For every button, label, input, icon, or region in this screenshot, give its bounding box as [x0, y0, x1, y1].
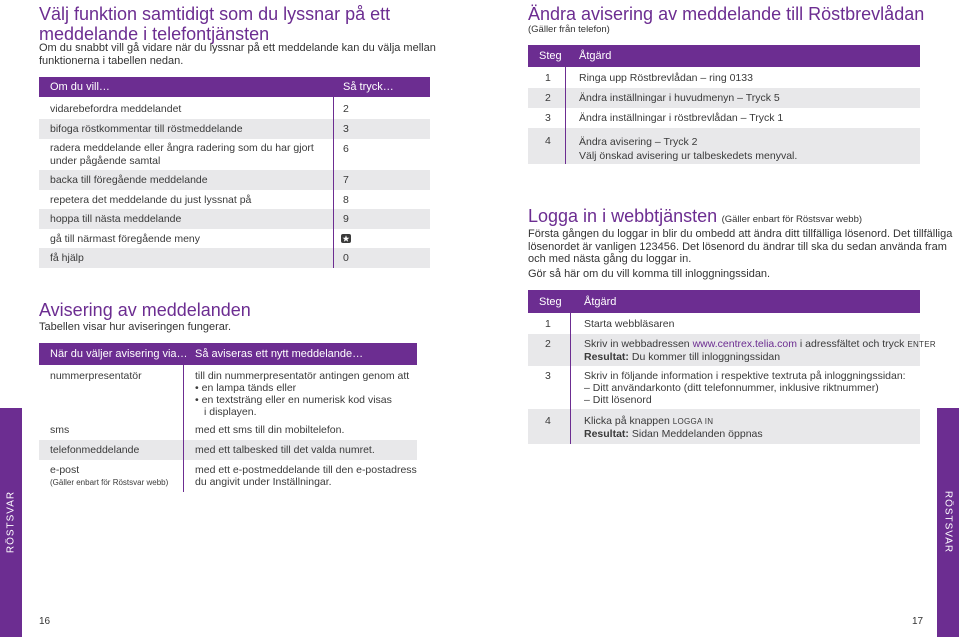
- left-heading-line1: Välj funktion samtidigt som du lyssnar på ett: [39, 4, 391, 24]
- login-button-label: LOGGA IN: [672, 417, 714, 426]
- text-segment: Skriv in webbadressen: [584, 338, 693, 350]
- row-step: 1: [545, 72, 551, 84]
- row-action: backa till föregående meddelande: [50, 174, 208, 186]
- table-row: [39, 119, 430, 139]
- row-action: Ringa upp Röstbrevlådan – ring 0133: [579, 72, 753, 84]
- table-row: [528, 314, 920, 334]
- row-result: [584, 428, 763, 441]
- table-row: [39, 460, 417, 492]
- row-action: [584, 338, 936, 364]
- change-header-right: Åtgärd: [579, 50, 612, 62]
- bullet-item: [195, 394, 409, 406]
- column-divider: [570, 313, 571, 444]
- row-desc-line1: till din nummerpresentatör antingen genom att: [195, 370, 410, 382]
- row-action: gå till närmast föregående meny: [50, 233, 200, 245]
- table-row: [39, 420, 417, 440]
- row-key: 7: [343, 174, 349, 186]
- left-intro: [39, 42, 436, 68]
- table-row: [39, 139, 430, 170]
- change-header-left: Steg: [539, 50, 562, 62]
- row-action: hoppa till nästa meddelande: [50, 213, 182, 225]
- row-action-line2: under pågående samtal: [50, 155, 161, 167]
- notification-heading: Avisering av meddelanden: [39, 300, 251, 320]
- notification-header-left: När du väljer avisering via…: [50, 348, 188, 360]
- row-method-note: (Gäller enbart för Röstsvar webb): [50, 478, 169, 487]
- bullet-text: en lampa tänds eller: [201, 382, 297, 394]
- result-label: Resultat:: [584, 351, 629, 363]
- right-heading: Ändra avisering av meddelande till Röstbrevlådan: [528, 4, 925, 24]
- row-key: 0: [343, 252, 349, 264]
- side-label-right: RÖSTSVAR: [942, 490, 954, 554]
- table-row: [528, 366, 920, 409]
- row-step: 4: [545, 135, 551, 147]
- table-row: [39, 209, 430, 229]
- login-body-line1: Första gången du loggar in blir du ombedd att ändra ditt tillfälliga lösenord. Det tillfälliga: [528, 228, 953, 240]
- column-divider: [333, 97, 334, 268]
- row-action: Ändra inställningar i röstbrevlådan – Tryck 1: [579, 112, 784, 124]
- left-intro-line1: Om du snabbt vill gå vidare när du lyssnar på ett meddelande kan du välja mellan: [39, 42, 436, 54]
- login-body-line2: lösenordet är vanligen 123456. Det lösenord du ändrar till ska du sedan använda fram: [528, 240, 947, 253]
- text-segment: i adressfältet och tryck: [797, 338, 908, 350]
- functions-table-header: [39, 77, 430, 97]
- table-row: [39, 248, 430, 268]
- row-step: 4: [545, 415, 551, 427]
- row-action-line1: [584, 338, 936, 351]
- left-intro-line2: funktionerna i tabellen nedan.: [39, 55, 184, 67]
- table-row: [39, 190, 430, 210]
- row-method: nummerpresentatör: [50, 370, 142, 382]
- text-segment: Klicka på knappen: [584, 415, 673, 427]
- row-step: 3: [545, 370, 551, 382]
- login-table-header: [528, 290, 920, 313]
- row-key: 2: [343, 103, 349, 115]
- row-description: [195, 370, 409, 418]
- right-subheading: (Gäller från telefon): [528, 24, 610, 35]
- row-result: [584, 351, 936, 364]
- page-number-left: 16: [39, 616, 51, 627]
- table-row: [528, 409, 920, 444]
- login-body-line3: och med nästa gång du loggar in.: [528, 253, 692, 265]
- row-action: Starta webbläsaren: [584, 318, 675, 330]
- row-method: sms: [50, 424, 70, 436]
- login-header-right: Åtgärd: [584, 295, 617, 308]
- row-key: 3: [343, 123, 349, 135]
- left-heading-line2: meddelande i telefontjänsten: [39, 24, 270, 44]
- enter-key-label: ENTER: [907, 340, 936, 349]
- row-action-line1: Skriv in följande information i respektive textruta på inloggningssidan:: [584, 370, 906, 382]
- row-action: bifoga röstkommentar till röstmeddelande: [50, 123, 243, 135]
- row-step: 2: [545, 92, 551, 104]
- result-text: Sidan Meddelanden öppnas: [628, 428, 763, 440]
- row-desc-line1: med ett e-postmeddelande till den e-postadress: [195, 464, 417, 476]
- row-key: 8: [343, 194, 349, 206]
- bullet-text-cont: i displayen.: [204, 406, 257, 418]
- login-body: [528, 228, 952, 280]
- bullet-icon: •: [195, 394, 199, 406]
- row-action: [579, 135, 797, 163]
- table-row: [39, 170, 430, 190]
- row-key: 9: [343, 213, 349, 225]
- row-method: [50, 464, 168, 487]
- row-action: Ändra inställningar i huvudmenyn – Tryck 5: [579, 92, 780, 104]
- row-step: 1: [545, 318, 551, 330]
- row-action: [584, 415, 763, 441]
- row-action: repetera det meddelande du just lyssnat på: [50, 194, 252, 206]
- bullet-text: en textsträng eller en numerisk kod visas: [201, 394, 392, 406]
- row-key: 6: [343, 143, 349, 155]
- row-description: [195, 464, 417, 488]
- row-action: [584, 370, 906, 406]
- login-header-left: Steg: [539, 295, 562, 308]
- page-number-right: 17: [912, 616, 924, 627]
- row-action-line1: [584, 415, 763, 428]
- row-description: med ett sms till din mobiltelefon.: [195, 424, 345, 436]
- row-action-line3: – Ditt lösenord: [584, 394, 652, 406]
- row-step: 3: [545, 112, 551, 124]
- row-method-text: e-post: [50, 464, 80, 476]
- bullet-item: [195, 382, 409, 394]
- side-label-left: RÖSTSVAR: [5, 490, 17, 554]
- star-key-icon: [341, 234, 351, 243]
- row-action-line2: Välj önskad avisering ur talbeskedets menyval.: [579, 150, 798, 162]
- table-row: [528, 108, 920, 128]
- row-action-line2: – Ditt användarkonto (ditt telefonnummer, inklusive riktnummer): [584, 382, 879, 394]
- login-heading: [528, 206, 862, 227]
- table-row: [528, 128, 920, 164]
- column-divider: [565, 67, 566, 164]
- row-description: med ett talbesked till det valda numret.: [195, 444, 375, 456]
- result-label: Resultat:: [584, 428, 629, 440]
- table-row: [528, 68, 920, 88]
- table-row: [39, 229, 430, 249]
- login-body-line4: Gör så här om du vill komma till inloggningssidan.: [528, 267, 771, 280]
- row-action-line1: radera meddelande eller ångra radering som du har gjort: [50, 142, 314, 154]
- table-row: [39, 99, 430, 119]
- row-method: telefonmeddelande: [50, 444, 140, 456]
- row-action: [50, 142, 314, 168]
- row-action-line1: Ändra avisering – Tryck 2: [579, 136, 698, 148]
- row-action: vidarebefordra meddelandet: [50, 103, 182, 115]
- login-heading-note: (Gäller enbart för Röstsvar webb): [721, 214, 863, 225]
- login-heading-text: Logga in i webbtjänsten: [528, 206, 718, 226]
- web-address-link[interactable]: www.centrex.telia.com: [692, 338, 798, 350]
- table-row: [39, 366, 417, 419]
- notification-intro: Tabellen visar hur aviseringen fungerar.: [39, 321, 232, 333]
- row-action: få hjälp: [50, 252, 84, 264]
- table-row: [528, 334, 936, 366]
- row-desc-line2: du angivit under Inställningar.: [195, 476, 332, 488]
- left-heading: [39, 4, 390, 44]
- functions-header-left: Om du vill…: [50, 81, 110, 93]
- functions-header-right: Så tryck…: [343, 81, 394, 93]
- notification-table-header: [39, 343, 417, 365]
- table-row: [39, 440, 417, 460]
- column-divider: [183, 365, 184, 492]
- table-row: [528, 88, 920, 108]
- notification-header-right: Så aviseras ett nytt meddelande…: [195, 348, 364, 360]
- row-step: 2: [545, 338, 551, 350]
- bullet-icon: •: [195, 382, 199, 394]
- result-text: Du kommer till inloggningssidan: [628, 351, 781, 363]
- change-table-header: [528, 45, 920, 67]
